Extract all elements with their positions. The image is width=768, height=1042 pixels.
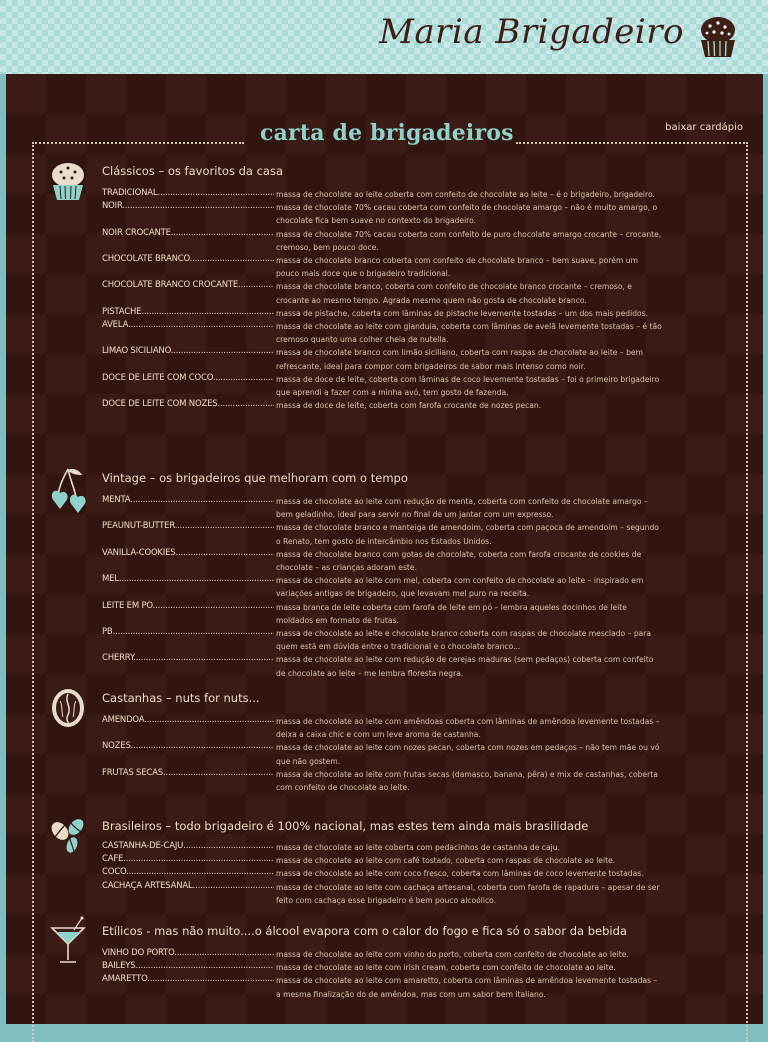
item-name: NOIR CROCANTE ..... [102, 228, 274, 238]
item-name: COCO ..... [102, 867, 274, 877]
section-title: Clássicos – os favoritos da casa [102, 164, 284, 178]
item-name: LIMÃO SICILIANO ..... [102, 346, 274, 356]
item-description: massa de chocolate branco, coberta com confeito de chocolate branco crocante – cremoso, e crocante ao mesmo tempo. Agrada mesmo quem não gosta de chocolate branco. [276, 282, 632, 305]
item-name: TRADICIONAL ..... [102, 188, 274, 198]
cocktail-icon [50, 916, 86, 966]
item-name: CASTANHA-DE-CAJU ..... [102, 841, 274, 851]
item-description: massa de chocolate branco e manteiga de amendoim, coberta com paçoca de amendoim – segundo o Renato, tem gosto de intercâmbio nos Estados Unidos. [276, 523, 659, 546]
item-description: massa de chocolate ao leite com nozes pecan, coberta com nozes em pedaços – não tem mãe ou vó que não gostem. [276, 743, 660, 766]
menu-item [102, 307, 662, 320]
item-name: NOIR ..... [102, 201, 274, 211]
menu-item [102, 768, 662, 794]
item-name: PEAUNUT-BUTTER ..... [102, 521, 274, 531]
item-name: MEL ..... [102, 574, 274, 584]
item-description: massa de chocolate ao leite com café tostado, coberta com raspas de chocolate ao leite. [276, 856, 616, 866]
item-description: massa de chocolate ao leite com amaretto, coberta com lâminas de amêndoa levemente tostadas – a mesma finalização do de amêndoa, mas com um sabor bem italiano. [276, 976, 658, 999]
section-brasileiros [46, 815, 746, 911]
section-title: Castanhas – nuts for nuts... [102, 691, 260, 705]
item-description: massa de chocolate ao leite coberta com confeito de chocolate ao leite – é o brigadeiro, brigadeiro. [276, 190, 655, 199]
menu-item [102, 653, 662, 679]
item-description: massa de chocolate branco coberta com confeito de chocolate branco – bem suave, porém um pouco mais doce que o brigadeiro tradicional. [276, 256, 638, 279]
menu-panel [6, 74, 763, 1024]
item-description: massa de chocolate ao leite com vinho do porto, coberta com confeito de chocolate ao leite. [276, 950, 629, 959]
frame-border-right [746, 142, 748, 1042]
download-menu-link[interactable]: baixar cardápio [665, 122, 743, 133]
item-name: CHOCOLATE BRANCO CROCANTE ..... [102, 280, 274, 290]
item-name: CAFÉ ..... [102, 854, 274, 864]
item-description: massa de chocolate branco com gotas de chocolate, coberta com farofa crocante de cookies de chocolate – as crianças adoram este. [276, 549, 642, 573]
item-name: DOCE DE LEITE COM COCO ..... [102, 373, 274, 383]
menu-item [102, 280, 662, 306]
cupcake-icon [50, 160, 86, 202]
item-description: massa de chocolate ao leite com gianduia, coberta com lâminas de avelã levemente tostadas – é tão cremoso quanto uma colher cheia de nutella. [276, 322, 662, 345]
item-description: massa de chocolate ao leite com redução de menta, coberta com confeito de chocolate amargo – bem geladinho, ideal para servir no final de um jantar com um expresso. [276, 497, 648, 520]
item-name: MENTA ..... [102, 495, 274, 505]
item-description: massa de chocolate ao leite com cachaça artesanal, coberta com farofa de rapadura – apesar de ser feito com cachaça esse brigadeiro é bem pouco alcoólico. [276, 882, 660, 905]
menu-item [102, 346, 662, 372]
menu-item [102, 320, 662, 346]
item-name: PISTACHE ..... [102, 307, 274, 317]
section-vintage [46, 467, 746, 697]
menu-item [102, 254, 662, 280]
frame-border-left [32, 142, 34, 1042]
menu-item [102, 228, 662, 254]
item-name: DOCE DE LEITE COM NOZES ..... [102, 399, 274, 409]
item-name: AMÊNDOA ..... [102, 715, 274, 725]
menu-item [102, 399, 662, 412]
menu-item [102, 841, 662, 854]
brand-logo-text[interactable]: Maria Brigadeiro [379, 12, 684, 52]
item-name: LEITE EM PÓ ..... [102, 601, 274, 611]
page-title: carta de brigadeiros [260, 120, 514, 146]
item-list [102, 495, 662, 680]
item-name: AMARETTO ..... [102, 974, 274, 984]
header-banner [0, 0, 768, 74]
item-description: massa de chocolate ao leite com amêndoas coberta com lâminas de amêndoa levemente tostadas – deixa a caixa chic e com um leve aroma de castanha. [276, 717, 660, 740]
menu-item [102, 961, 662, 974]
menu-item [102, 574, 662, 600]
menu-item [102, 948, 662, 961]
item-name: PB ..... [102, 627, 274, 637]
coffee-beans-icon [50, 815, 86, 857]
item-name: CHOCOLATE BRANCO ..... [102, 254, 274, 264]
item-description: massa de chocolate 70% cacau coberta com confeito de chocolate amargo – não é muito amargo, o chocolate fica bem suave no contexto do brigadeiro. [276, 203, 658, 226]
item-name: CACHAÇA ARTESANAL ..... [102, 881, 274, 891]
item-list [102, 841, 662, 907]
menu-item [102, 715, 662, 741]
menu-item [102, 627, 662, 653]
section-title: Vintage – os brigadeiros que melhoram com o tempo [102, 471, 408, 485]
item-name: VINHO DO PORTO ..... [102, 948, 274, 958]
menu-item [102, 188, 662, 201]
cherry-icon [50, 467, 86, 515]
item-description: massa de pistache, coberta com lâminas de pistache levemente tostadas – um dos mais pedidos. [276, 308, 649, 318]
item-name: AVELÃ ..... [102, 320, 274, 330]
item-list [102, 715, 662, 794]
menu-item [102, 201, 662, 227]
section-title: Etílicos - mas não muito....o álcool evapora com o calor do fogo e fica só o sabor da bebida [102, 924, 627, 938]
item-name: BAILEYS ..... [102, 961, 274, 971]
item-list [102, 948, 662, 1001]
menu-item [102, 373, 662, 399]
section-castanhas [46, 687, 746, 807]
item-description: massa de chocolate ao leite coberta com pedacinhos de castanha de caju. [276, 843, 560, 852]
menu-item [102, 974, 662, 1000]
item-description: massa de chocolate ao leite com frutas secas (damasco, banana, pêra) e mix de castanhas, coberta com confeito de chocolate ao leite. [276, 769, 658, 793]
frame-border-top-left [32, 142, 244, 144]
item-description: massa de chocolate 70% cacau coberta com confeito de puro chocolate amargo crocante – crocante, cremoso, bem pouco doce. [276, 229, 662, 252]
menu-item [102, 601, 662, 627]
walnut-icon [50, 687, 86, 729]
section-etilicos [46, 920, 746, 1020]
item-list [102, 188, 662, 412]
item-description: massa de chocolate branco com limão siciliano, coberta com raspas de chocolate ao leite – bem refrescante, ideal para compor com brigadeiros de sabor mais intenso como noir. [276, 348, 643, 371]
menu-item [102, 548, 662, 574]
item-description: massa de chocolate ao leite com redução de cerejas maduras (sem pedaços) coberta com confeito de chocolate ao leite – me lembra floresta negra. [276, 655, 654, 678]
menu-item [102, 521, 662, 547]
menu-item [102, 741, 662, 767]
item-name: NOZES ..... [102, 741, 274, 751]
item-description: massa de chocolate ao leite e chocolate branco coberta com raspas de chocolate mesclado – para quem está em dúvida entre o tradicional e o chocolate branco... [276, 629, 652, 652]
menu-item [102, 881, 662, 907]
item-name: CHERRY ..... [102, 653, 274, 663]
item-description: massa branca de leite coberta com farofa de leite em pó – lembra aqueles docinhos de leite moldados em formato de frutas. [276, 602, 627, 625]
item-description: massa de chocolate ao leite com coco fresco, coberta com lâminas de coco levemente tostadas. [276, 869, 644, 879]
menu-item [102, 854, 662, 867]
item-name: FRUTAS SECAS ..... [102, 768, 274, 778]
menu-item [102, 495, 662, 521]
frame-border-top-right [516, 142, 748, 144]
item-description: massa de chocolate ao leite com mel, coberta com confeito de chocolate ao leite – inspirado em variações antigas de brigadeiro, que levavam mel puro na receita. [276, 576, 644, 599]
section-title: Brasileiros – todo brigadeiro é 100% nacional, mas estes tem ainda mais brasilidade [102, 819, 589, 833]
item-description: massa de doce de leite, coberta com farofa crocante de nozes pecan. [276, 401, 542, 411]
item-description: massa de chocolate ao leite com irish cream, coberta com confeito de chocolate ao leite. [276, 963, 616, 973]
item-description: massa de doce de leite, coberta com lâminas de coco levemente tostadas – foi o primeiro brigadeiro que aprendi a fazer com a minha avó, tem gosto de fazenda. [276, 374, 660, 398]
cupcake-logo-icon[interactable] [698, 14, 738, 58]
item-name: VANILLA-COOKIES ..... [102, 548, 274, 558]
section-classicos [46, 160, 746, 450]
menu-item [102, 867, 662, 880]
